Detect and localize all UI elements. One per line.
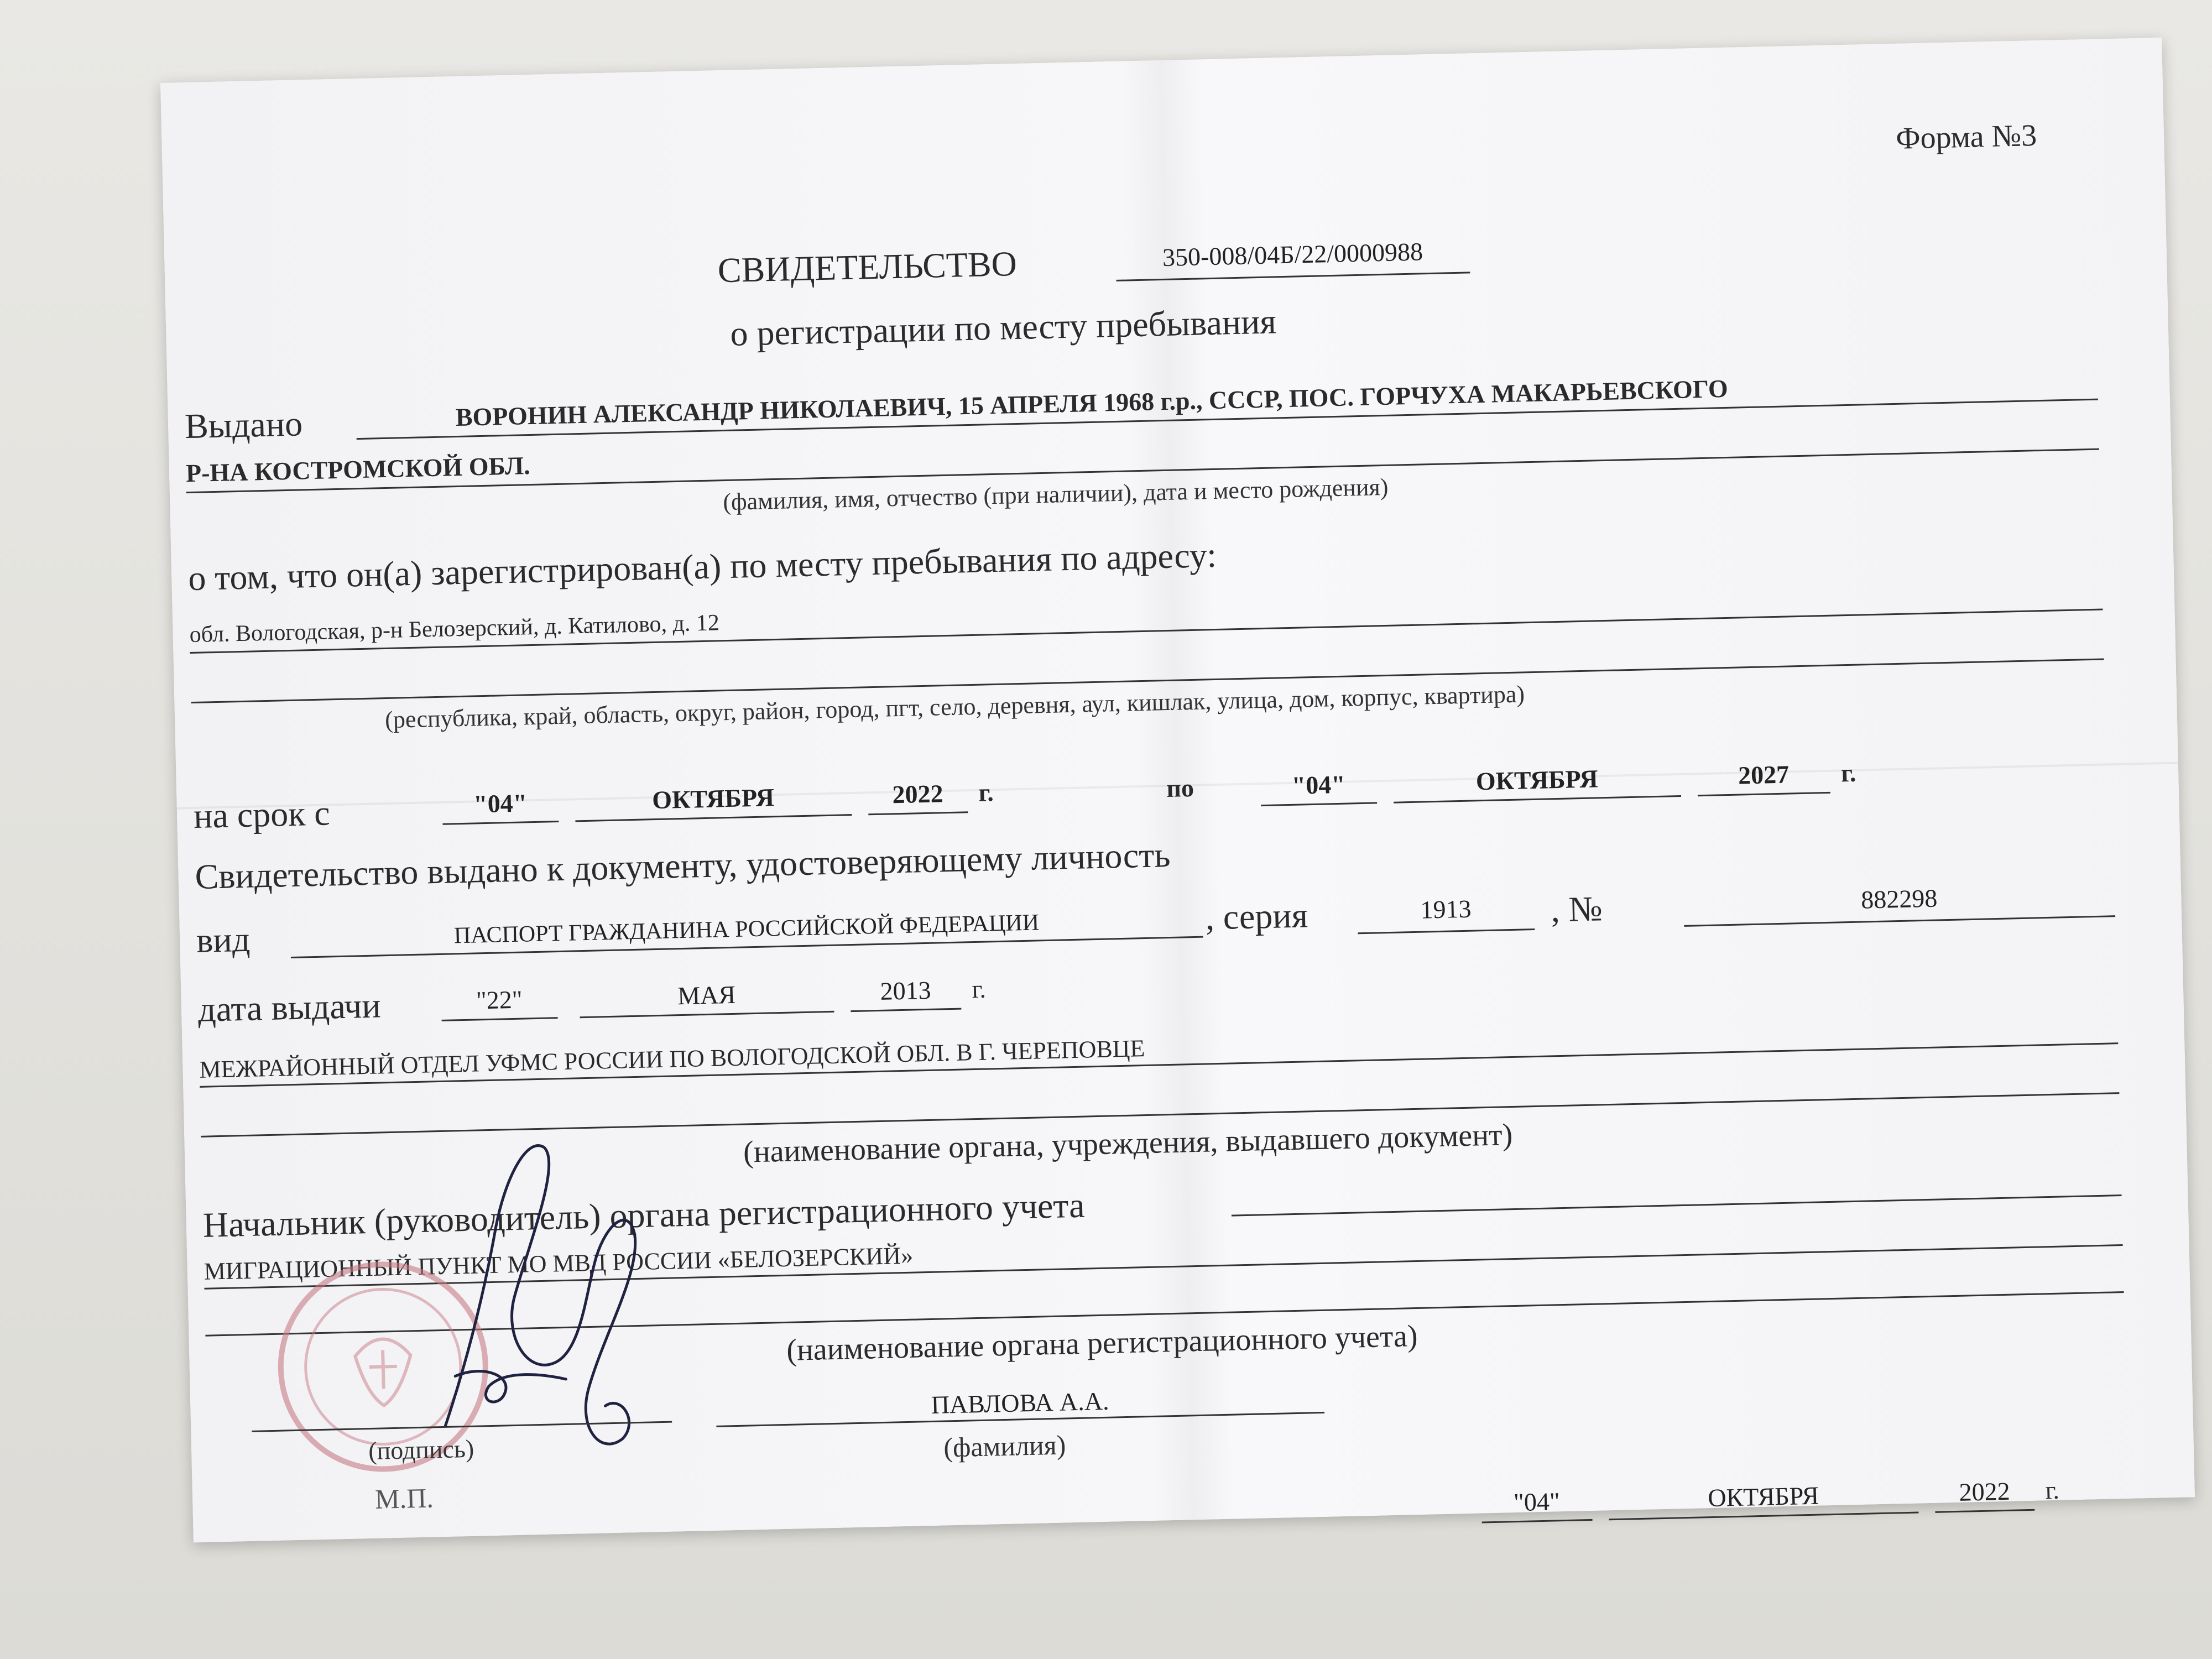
certificate-form — [160, 38, 2195, 1542]
certificate-title: СВИДЕТЕЛЬСТВО — [717, 243, 1018, 290]
reg-authority-caption: (наименование органа регистрационного учета) — [786, 1319, 1418, 1368]
reg-authority: МИГРАЦИОННЫЙ ПУНКТ МО МВД РОССИИ «БЕЛОЗЕРСКИЙ» — [204, 1241, 914, 1285]
final-date-year: 2022 — [1959, 1477, 2011, 1506]
issued-caption: (фамилия, имя, отчество (при наличии), дата и место рождения) — [722, 473, 1389, 516]
head-label: Начальник (руководитель) органа регистрационного учета — [202, 1185, 1086, 1245]
doc-series-value: 1913 — [1420, 894, 1472, 924]
doc-issue-day: "22" — [476, 985, 523, 1015]
certificate-subtitle: о регистрации по месту пребывания — [729, 301, 1277, 353]
term-from-month: ОКТЯБРЯ — [651, 783, 775, 815]
term-from-year: 2022 — [891, 779, 944, 809]
form-label: Форма №3 — [1895, 118, 2037, 156]
certificate-number-line — [1117, 272, 1470, 281]
doc-text: Свидетельство выдано к документу, удостоверяющему личность — [194, 834, 1171, 896]
term-from-year-suffix: г. — [978, 778, 994, 807]
issued-to-line1: ВОРОНИН АЛЕКСАНДР НИКОЛАЕВИЧ, 15 АПРЕЛЯ 1968 г.р., СССР, ПОС. ГОРЧУХА МАКАРЬЕВСКОГО — [455, 374, 1729, 432]
final-date-month: ОКТЯБРЯ — [1707, 1481, 1819, 1512]
issued-to-line2: Р-НА КОСТРОМСКОЙ ОБЛ. — [185, 451, 531, 488]
doc-issue-year: 2013 — [880, 975, 932, 1005]
term-from-label: на срок с — [193, 793, 331, 836]
doc-issue-month: МАЯ — [677, 980, 736, 1010]
doc-issue-date-label: дата выдачи — [197, 985, 382, 1029]
term-from-day-line — [443, 821, 559, 825]
head-line — [1232, 1194, 2122, 1217]
address-value: обл. Вологодская, р-н Белозерский, д. Катилово, д. 12 — [189, 610, 720, 648]
term-to-day-line — [1261, 802, 1377, 806]
term-from-year-line — [868, 811, 968, 815]
doc-number-line — [1684, 915, 2115, 927]
doc-type-label: вид — [196, 919, 251, 960]
doc-series-line — [1358, 928, 1535, 934]
issued-label: Выдано — [184, 404, 303, 446]
doc-issue-day-line — [442, 1017, 558, 1021]
doc-number-value: 882298 — [1860, 884, 1938, 914]
doc-series-label: , серия — [1204, 895, 1308, 937]
signatory-name: ПАВЛОВА А.А. — [931, 1386, 1109, 1419]
certificate-number: 350-008/04Б/22/0000988 — [1162, 237, 1423, 272]
doc-type-value: ПАСПОРТ ГРАЖДАНИНА РОССИЙСКОЙ ФЕДЕРАЦИИ — [453, 910, 1040, 949]
final-date-day: "04" — [1513, 1487, 1561, 1517]
doc-issue-year-suffix: г. — [971, 974, 987, 1004]
doc-issue-year-line — [851, 1008, 961, 1013]
term-to-label: по — [1166, 773, 1194, 803]
final-date-suffix: г. — [2045, 1475, 2060, 1505]
address-caption: (республика, край, область, округ, район, город, пгт, село, деревня, аул, кишлак, улица, дом, корпус, квартира) — [384, 680, 1525, 734]
stamp-label: М.П. — [374, 1482, 434, 1515]
registered-text: о том, что он(а) зарегистрирован(а) по месту пребывания по адресу: — [187, 535, 1217, 598]
term-to-year-line — [1698, 792, 1830, 796]
doc-issuer-caption: (наименование органа, учреждения, выдавшего документ) — [743, 1118, 1513, 1170]
final-date-year-line — [1935, 1509, 2034, 1513]
signature-caption: (подпись) — [368, 1434, 474, 1465]
doc-number-label: , № — [1550, 889, 1603, 930]
term-to-month: ОКТЯБРЯ — [1475, 764, 1599, 796]
term-to-year-suffix: г. — [1840, 758, 1856, 787]
term-to-year: 2027 — [1738, 760, 1790, 790]
term-from-day: "04" — [473, 789, 528, 818]
final-date-day-line — [1482, 1519, 1593, 1524]
surname-caption: (фамилия) — [943, 1429, 1066, 1463]
term-to-day: "04" — [1291, 770, 1346, 800]
doc-issuer: МЕЖРАЙОННЫЙ ОТДЕЛ УФМС РОССИИ ПО ВОЛОГОДСКОЙ ОБЛ. В Г. ЧЕРЕПОВЦЕ — [199, 1035, 1145, 1083]
doc-issue-month-line — [580, 1011, 834, 1018]
